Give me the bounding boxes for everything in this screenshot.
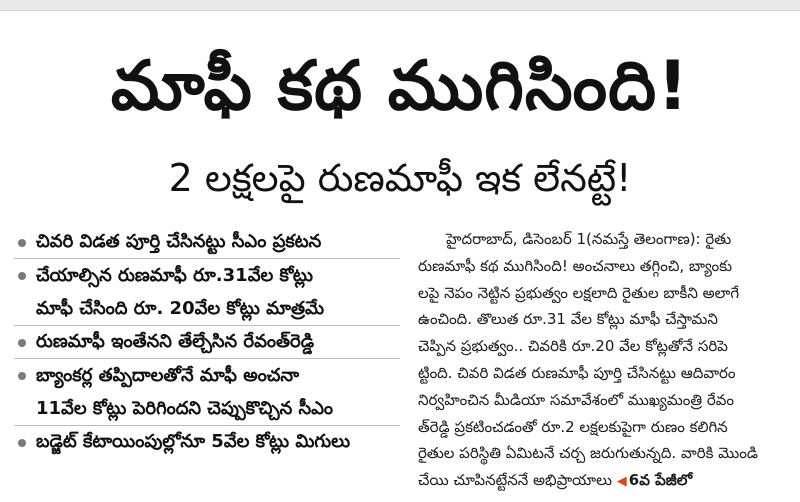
article-line: ట్టింది. చివరి విడత రుణమాఫీ పూర్తి చేసినట్టు ఆదివారం <box>418 363 736 382</box>
continued-on-page: 6వ పేజీలో <box>628 471 693 490</box>
highlights-column <box>14 226 400 458</box>
article-last-line <box>418 467 784 496</box>
article-line: రైతుల పరిస్థితి ఏమిటనే చర్చ జరుగుతున్నది. వారికి మొండి <box>418 444 758 463</box>
bullet-dot-icon <box>18 439 26 447</box>
top-rule <box>0 0 800 11</box>
bullet-dot-icon <box>18 372 26 380</box>
article-line: హైదరాబాద్, డిసెంబర్ 1(నమస్తే తెలంగాణ): రైతు <box>446 230 732 248</box>
bullet-dot-icon <box>18 339 26 347</box>
headline: మాఫీ కథ ముగిసింది! <box>110 47 690 126</box>
article-line: ఉంచింది. తొలుత రూ.31 వేల కోట్లు మాఫీ చేస్తామని <box>418 310 718 329</box>
bullet-dot-icon <box>18 239 26 247</box>
highlight-text: బడ్జెట్ కేటాయింపుల్లోనూ 5వేల కోట్లు మిగులు <box>36 431 351 452</box>
highlight-text: బ్యాంకర్ల తప్పిదాలతోనే మాఫీ అంచనా <box>36 365 300 386</box>
article-line: రుణమాఫీ కథ ముగిసింది! అంచనాలు తగ్గించి, బ్యాంకు <box>418 256 733 275</box>
highlight-item <box>14 226 400 259</box>
highlight-item <box>14 326 400 359</box>
article-line: త్‌రెడ్డి ప్రకటించడంతో రూ.2 లక్షలకుపైగా రుణం కలిగిన <box>418 417 728 436</box>
bullet-dot-icon <box>18 272 26 280</box>
highlight-text: 11వేల కోట్లు పెరిగిందని చెప్పుకొచ్చిన సీఎం <box>36 398 334 419</box>
highlight-text: చివరి విడత పూర్తి చేసినట్టు సీఎం ప్రకటన <box>36 231 322 252</box>
highlight-item <box>14 259 400 326</box>
highlight-text: మాఫీ చేసింది రూ. 20వేల కోట్లు మాత్రమే <box>36 298 325 319</box>
highlight-item <box>14 359 400 426</box>
highlight-text: చేయాల్సిన రుణమాఫీ రూ.31వేల కోట్లు <box>36 265 313 286</box>
article-body <box>418 226 784 496</box>
article-line: చెప్పిన ప్రభుత్వం.. చివరికి రూ.20 వేల కోట్లతోనే సరిపె <box>418 337 728 356</box>
article-line: నిర్వహించిన మీడియా సమావేశంలో ముఖ్యమంత్రి రేవం <box>418 390 735 409</box>
highlight-item <box>14 426 400 458</box>
continue-arrow-icon: ◀ <box>616 474 627 490</box>
highlight-text: రుణమాఫీ ఇంతేనని తేల్చేసిన రేవంత్‌రెడ్డి <box>36 331 315 352</box>
article-line: లపై నెపం నెట్టిన ప్రభుత్వం లక్షలాది రైతుల బాకీని అలాగే <box>418 283 740 302</box>
subheadline: 2 లక్షలపై రుణమాఫీ ఇక లేనట్టే! <box>168 156 632 200</box>
article-line-text: చేయి చూపినట్టేననే అభిప్రాయాలు <box>418 471 612 490</box>
